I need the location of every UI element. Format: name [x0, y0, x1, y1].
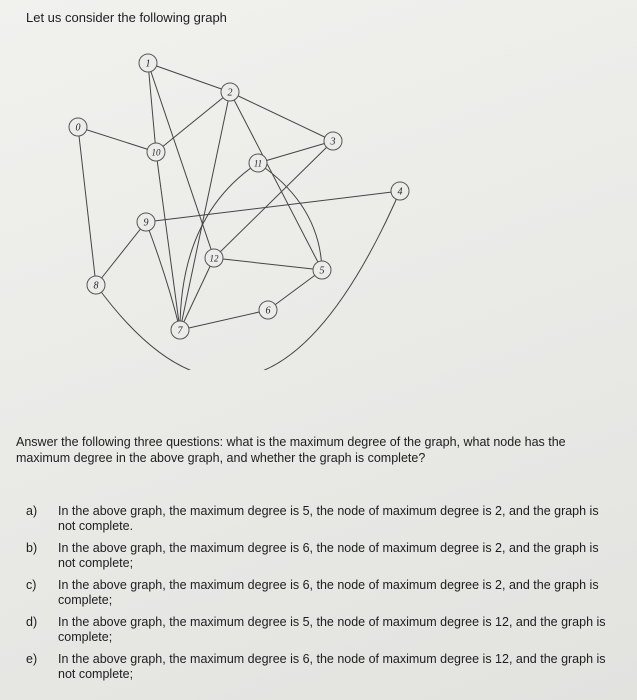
graph-node-3 [324, 132, 342, 150]
graph-edge-10-7 [156, 152, 180, 330]
graph-node-label: 8 [93, 280, 99, 292]
graph-node-label: 11 [253, 158, 263, 169]
graph-edge-6-5 [268, 270, 322, 310]
option-b[interactable] [26, 541, 616, 571]
option-e[interactable] [26, 652, 616, 682]
graph-edge-9-7 [146, 222, 180, 330]
graph-node-11 [249, 154, 267, 172]
graph-node-6 [259, 301, 277, 319]
option-letter: c) [26, 578, 37, 592]
graph-node-label: 9 [143, 217, 149, 229]
graph-edge-7-6 [180, 310, 268, 330]
graph-node-4 [391, 182, 409, 200]
graph-node-10 [147, 143, 165, 161]
graph-node-0 [69, 118, 87, 136]
graph-edge-0-8 [78, 127, 96, 285]
graph-edge-2-7 [180, 92, 230, 330]
graph-node-label: 4 [397, 186, 403, 198]
graph-figure [0, 40, 637, 370]
option-letter: e) [26, 652, 38, 666]
heading: Let us consider the following graph [26, 10, 227, 25]
graph-edge-0-10 [78, 127, 156, 152]
graph-node-label: 6 [265, 305, 271, 317]
graph-edge-9-8 [96, 222, 146, 285]
graph-edge-1-2 [148, 63, 230, 92]
question-text: Answer the following three questions: what is the maximum degree of the graph, what node has the maximum degree in the above graph, and whether the graph is complete? [16, 435, 566, 465]
graph-edge-11-5 [258, 163, 322, 270]
graph-node-label: 12 [209, 253, 219, 264]
graph-node-12 [205, 249, 223, 267]
graph-node-2 [221, 83, 239, 101]
graph-edge-9-4 [146, 191, 400, 222]
option-text: In the above graph, the maximum degree is 6, the node of maximum degree is 2, and the graph is complete; [58, 578, 599, 607]
graph-node-label: 1 [145, 58, 151, 70]
option-c[interactable] [26, 578, 616, 608]
graph-node-9 [137, 213, 155, 231]
graph-node-7 [171, 321, 189, 339]
graph-node-label: 7 [177, 325, 183, 337]
option-letter: d) [26, 615, 38, 629]
graph-node-label: 3 [330, 136, 336, 148]
option-d[interactable] [26, 615, 616, 645]
option-a[interactable] [26, 504, 616, 534]
graph-node-label: 10 [151, 147, 161, 158]
graph-edge-12-7 [180, 258, 214, 330]
graph-edge-2-5 [230, 92, 322, 270]
answer-options [26, 504, 616, 689]
option-text: In the above graph, the maximum degree is 5, the node of maximum degree is 2, and the graph is not complete. [58, 504, 599, 533]
graph-node-label: 5 [319, 265, 325, 277]
option-letter: b) [26, 541, 38, 555]
option-text: In the above graph, the maximum degree is 5, the node of maximum degree is 12, and the graph is complete; [58, 615, 606, 644]
option-letter: a) [26, 504, 38, 518]
graph-node-label: 0 [75, 122, 81, 134]
option-text: In the above graph, the maximum degree is 6, the node of maximum degree is 12, and the graph is not complete; [58, 652, 606, 681]
graph-node-label: 2 [227, 87, 233, 99]
graph-node-8 [87, 276, 105, 294]
graph-node-5 [313, 261, 331, 279]
graph-edge-12-5 [214, 258, 322, 270]
option-text: In the above graph, the maximum degree is 6, the node of maximum degree is 2, and the graph is not complete; [58, 541, 599, 570]
graph-node-1 [139, 54, 157, 72]
graph-edge-2-3 [230, 92, 333, 141]
